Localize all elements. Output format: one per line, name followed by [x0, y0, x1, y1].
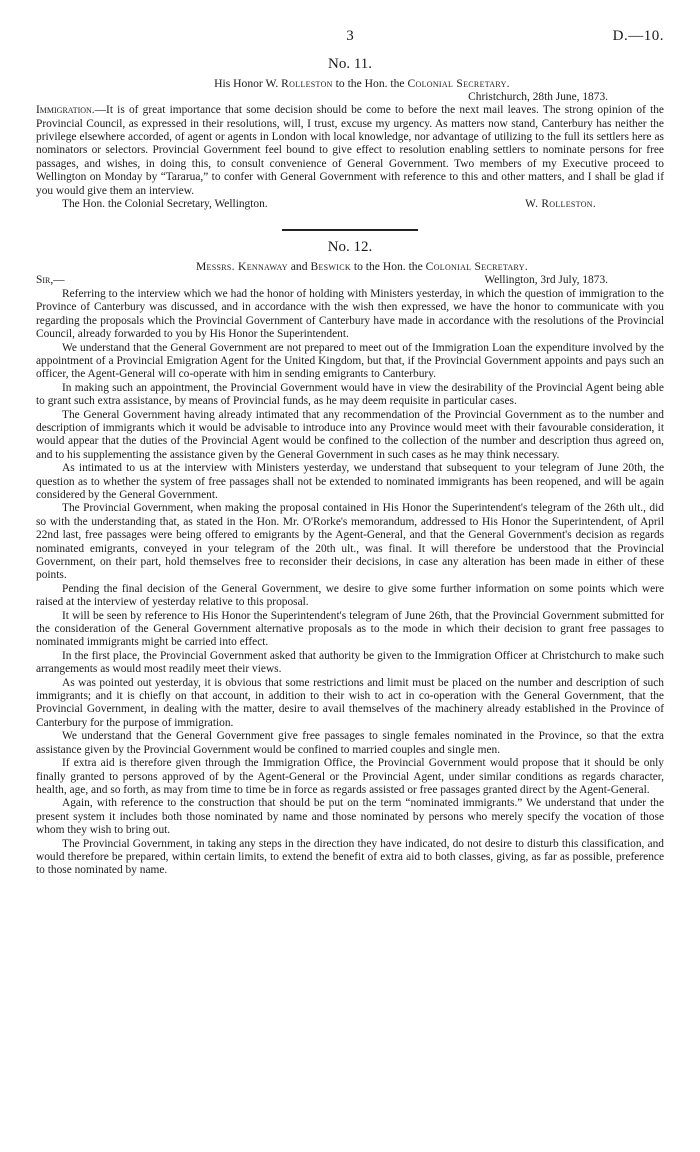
- letter-12-paragraph: Pending the final decision of the General Government, we desire to give some further information on some points which were raised at the interview of yesterday relative to this proposal.: [36, 582, 664, 609]
- section-divider: [282, 229, 418, 231]
- letter-11-body: [36, 104, 664, 198]
- letter-12-paragraph: The Provincial Government, in taking any steps in the direction they have indicated, do not desire to disturb this classification, and would therefore be prepared, within certain limits, to extend the benefit of extra aid to both classes, giving, as far as possible, preference to those nominated by name.: [36, 837, 664, 877]
- letter-12-number: No. 12.: [327, 239, 373, 256]
- letter-12-from-and: and: [290, 260, 308, 274]
- document-reference: D.—10.: [612, 28, 664, 44]
- letter-12-paragraph: It will be seen by reference to His Honor the Superintendent's telegram of June 26th, that the Provincial Government submitted for the consideration of the General Government alternative proposals as to the mode in which their decision to grant free passages to nominated immigrants might be carried into effect.: [36, 609, 664, 649]
- letter-12-body: [36, 288, 664, 878]
- letter-12-date: Wellington, 3rd July, 1873.: [484, 273, 608, 286]
- letter-11-from-name: Rolleston: [281, 77, 333, 91]
- letter-12-paragraph: If extra aid is therefore given through the Immigration Office, the Provincial Government would propose that it should be only finally granted to persons approved of by the Agent-General or the Provincial Agent, under similar conditions as regards character, health, age, and so forth, as may from time to time be in force as regards assisted or free passages granted direct by the Agent-General.: [36, 757, 664, 796]
- letter-11-from: His Honor W.: [214, 77, 279, 91]
- letter-12-salutation-line: [36, 274, 664, 288]
- letter-12-paragraph: The Provincial Government, when making the proposal contained in His Honor the Superintendent's telegram of the 26th ult., did so with the understanding that, as stated in the Hon. Mr. O'Rorke's memorandum, addressed to His Honor the Superintendent, of April 22nd last, free passages were being offered to emigrants by the Agent-General, and that the General Government's decision as regards nominated emigrants, conveyed in your telegram of the 20th ult., was final. It will therefore be understood that the Provincial Government, on their part, hold themselves free to reconsider their decisions, in case any alteration has been made in either of these points.: [36, 502, 664, 582]
- letter-11-number: No. 11.: [327, 56, 373, 72]
- letter-12-heading: [60, 260, 664, 273]
- letter-11: [36, 58, 664, 212]
- letter-11-text: —It is of great importance that some decision should be come to before the next mail leaves. The strong opinion of the Provincial Council, as expressed in their resolutions, will, I trust, excuse my urgency. As matters now stand, Canterbury has neither the privilege elsewhere accorded, of agent or agents in London with local knowledge, nor advantage of utilizing to the full its settlers here as nominators or selectors. Provincial Government feel bound to give effect to resolution enabling settlers to nominate persons for free passages, and wishes, in doing this, to consult convenience of General Government. Two members of my Executive proceed to Wellington on Monday by “Tararua,” to confer with General Government with reference to this and other matters, and I shall be glad if you would give them an interview.: [36, 104, 664, 197]
- letter-12-paragraph: As intimated to us at the interview with Ministers yesterday, we understand that subsequent to your telegram of June 20th, the question as to whether the system of free passages shall not be extended to nominated immigrants has been reopened, and will be again considered by the General Government.: [36, 462, 664, 501]
- letter-11-signoff: [36, 198, 664, 212]
- letter-11-to-title: Colonial Secretary.: [407, 77, 510, 91]
- letter-11-to: to the Hon. the: [335, 77, 405, 91]
- letter-12-paragraph: As was pointed out yesterday, it is obvious that some restrictions and limit must be placed on the number and description of such immigrants; and it is chiefly on that account, in addition to their wish to act in co-operation with the General Government, that the Provincial Government, in dealing with the matter, desire to avail themselves of the machinery already established in the Province of Canterbury for the purpose of immigration.: [36, 676, 664, 729]
- letter-12-paragraph: In the first place, the Provincial Government asked that authority be given to the Immigration Officer at Christchurch to make such arrangements as would most readily meet their views.: [36, 649, 664, 676]
- letter-12-salutation: Sir,—: [36, 273, 65, 286]
- letter-12-paragraph: In making such an appointment, the Provincial Government would have in view the desirability of the Provincial Agent being able to grant such extra assistance, by means of Provincial funds, as he may deem requisite in particular cases.: [36, 381, 664, 408]
- letter-12-paragraph: Referring to the interview which we had the honor of holding with Ministers yesterday, in which the question of immigration to the Province of Canterbury was discussed, and in accordance with the wish then expressed, we have the honor to communicate with you regarding the proposals which the Provincial Government of Canterbury have made in accordance with the resolutions of the Provincial Council, already forwarded to you by His Honor the Superintendent.: [36, 287, 664, 341]
- page-number: 3: [346, 28, 354, 44]
- page-header: [36, 30, 664, 56]
- letter-11-addressee: The Hon. the Colonial Secretary, Wellington.: [62, 198, 268, 211]
- letter-12-paragraph: We understand that the General Government are not prepared to meet out of the Immigration Loan the expenditure involved by the appointment of a Provincial Emigration Agent for the United Kingdom, but that, if the Provincial Government appoints and pays such an officer, the Agent-General will co-operate with him in sending emigrants to Canterbury.: [36, 341, 664, 381]
- letter-12-paragraph: The General Government having already intimated that any recommendation of the Provincial Government as to the number and description of immigrants which it would be advisable to introduce into any Province would meet with their favourable consideration, it would appear that the duties of the Provincial Agent would be confined to the collection of the number and description thus agreed on, and to his supplementing the assistance given by the General Government in such cases as he may think necessary.: [36, 408, 664, 461]
- letter-12-from-b: Beswick: [310, 260, 351, 274]
- letter-12-from-a: Messrs. Kennaway: [195, 260, 288, 274]
- letter-11-signature: W. Rolleston.: [525, 198, 596, 211]
- letter-12-to: to the Hon. the: [353, 260, 423, 274]
- letter-12: [36, 241, 664, 878]
- letter-12-paragraph: We understand that the General Government give free passages to single females nominated in the Province, so that the extra assistance given by the Provincial Government would be confined to married couples and single men.: [36, 730, 664, 756]
- letter-11-date: Christchurch, 28th June, 1873.: [468, 90, 608, 103]
- letter-11-lead: Immigration.: [36, 104, 95, 117]
- letter-12-to-title: Colonial Secretary.: [425, 260, 529, 274]
- letter-12-paragraph: Again, with reference to the construction that should be put on the term “nominated immigrants.” We understand that under the present system it includes both those nominated by name and those nominated by persons who merely specify the vocation of those whom they wish to bring out.: [36, 797, 664, 837]
- letter-11-heading: [60, 77, 664, 90]
